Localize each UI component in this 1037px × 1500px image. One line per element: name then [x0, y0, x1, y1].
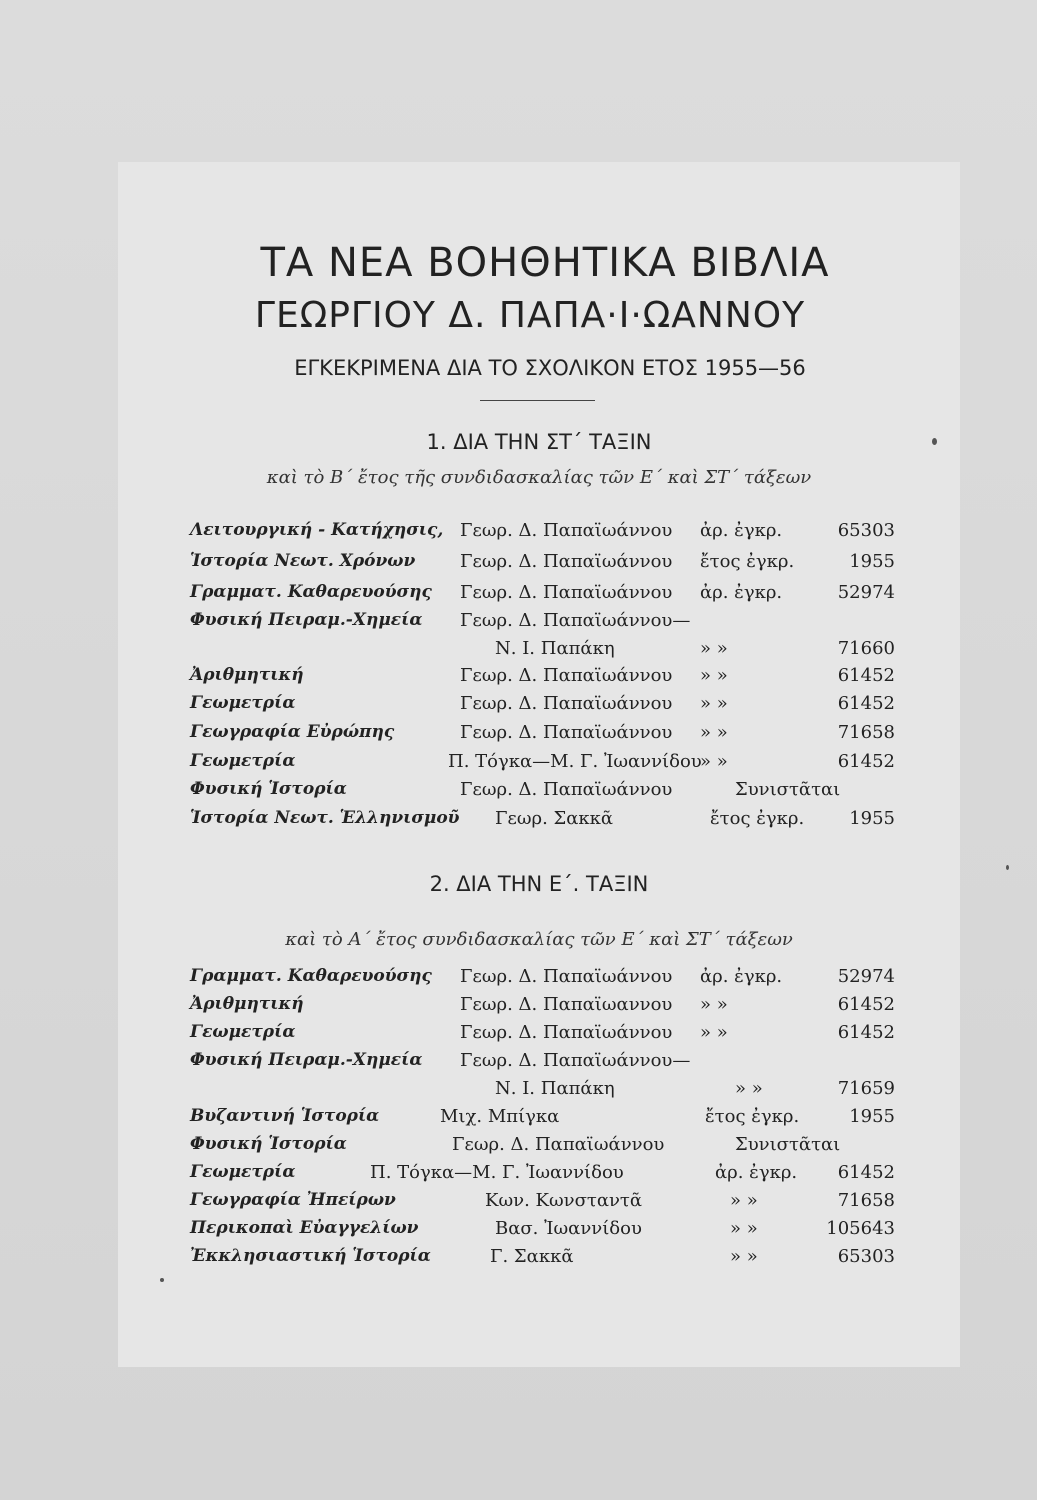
book-author: Π. Τόγκα—Μ. Γ. Ἰωαννίδου — [370, 1162, 624, 1183]
book-title: Φυσική Πειραμ.-Χημεία — [190, 1050, 423, 1070]
approval-mark: » » — [700, 1022, 728, 1043]
book-title: Γραμματ. Καθαρευούσης — [190, 966, 432, 986]
approval-number: 61452 — [837, 665, 895, 686]
approval-mark: » » — [700, 722, 728, 743]
book-title: Ἀριθμητική — [190, 665, 304, 685]
list-item — [190, 1190, 895, 1220]
book-title: Γεωμετρία — [190, 1022, 296, 1042]
approval-mark: » » — [700, 665, 728, 686]
list-item — [190, 779, 895, 809]
approval-number: 65303 — [837, 1246, 895, 1267]
book-title: Φυσική Ἱστορία — [190, 1134, 347, 1154]
print-speck — [932, 438, 937, 445]
list-item — [190, 551, 895, 581]
book-author: Γεωρ. Δ. Παπαϊωάννου — [460, 520, 673, 541]
book-title: Λειτουργική - Κατήχησις, — [190, 520, 444, 540]
section1-heading: 1. ΔΙΑ ΤΗΝ ΣΤ΄ ΤΑΞΙΝ — [426, 430, 652, 454]
approval-mark: Συνιστᾶται — [735, 1134, 841, 1155]
book-author: Γεωρ. Δ. Παπαϊωάννου — [460, 779, 673, 800]
list-item — [190, 966, 895, 996]
list-item — [190, 610, 895, 640]
approval-number: 52974 — [837, 582, 895, 603]
approval-number: 105643 — [826, 1218, 895, 1239]
approval-number: 61452 — [837, 1022, 895, 1043]
book-title: Περικοπαὶ Εὐαγγελίων — [190, 1218, 419, 1238]
book-author: Γεωρ. Δ. Παπαϊωάννου — [460, 966, 673, 987]
book-title: Γεωγραφία Ἠπείρων — [190, 1190, 396, 1210]
list-item — [190, 994, 895, 1024]
book-author: Γεωρ. Δ. Παπαϊωάννου — [460, 722, 673, 743]
print-speck — [1006, 865, 1009, 870]
book-author: Γεωρ. Δ. Παπαϊωάννου — [460, 582, 673, 603]
list-item — [190, 722, 895, 752]
book-author: Γ. Σακκᾶ — [490, 1246, 574, 1267]
book-author: Γεωρ. Δ. Παπαϊωάννου — [460, 665, 673, 686]
book-author: Κων. Κωνσταντᾶ — [485, 1190, 643, 1211]
book-title: Ἱστορία Νεωτ. Χρόνων — [190, 551, 416, 571]
list-item — [190, 1050, 895, 1080]
list-item — [190, 808, 895, 838]
list-item — [190, 1078, 895, 1108]
book-author: Μιχ. Μπίγκα — [440, 1106, 560, 1127]
approval-mark: » » — [730, 1218, 758, 1239]
book-title: Φυσική Ἱστορία — [190, 779, 347, 799]
print-speck — [160, 1278, 164, 1282]
approval-number: 71660 — [837, 638, 895, 659]
approval-mark: ἀρ. ἐγκρ. — [700, 966, 783, 987]
book-author: Γεωρ. Δ. Παπαϊωαννου — [460, 994, 673, 1015]
approval-mark: ἀρ. ἐγκρ. — [700, 582, 783, 603]
book-author: Γεωρ. Σακκᾶ — [495, 808, 614, 829]
list-item — [190, 1162, 895, 1192]
approval-number: 61452 — [837, 751, 895, 772]
list-item — [190, 665, 895, 695]
book-author: Γεωρ. Δ. Παπαϊωάννου— — [460, 1050, 691, 1071]
list-item — [190, 582, 895, 612]
approval-number: 65303 — [837, 520, 895, 541]
list-item — [190, 1218, 895, 1248]
approval-mark: » » — [700, 693, 728, 714]
page-subtitle-author: ΓΕΩΡΓΙΟΥ Δ. ΠΑΠΑ·Ι·ΩΑΝΝΟΥ — [254, 295, 806, 336]
approval-number: 71658 — [837, 722, 895, 743]
divider — [480, 400, 595, 401]
approval-number: 71659 — [837, 1078, 895, 1099]
approval-mark: » » — [735, 1078, 763, 1099]
approval-number: 61452 — [837, 693, 895, 714]
approval-number: 71658 — [837, 1190, 895, 1211]
approval-number: 61452 — [837, 994, 895, 1015]
book-title: Φυσική Πειραμ.-Χημεία — [190, 610, 423, 630]
book-author: Γεωρ. Δ. Παπαϊωάννου — [460, 693, 673, 714]
list-item — [190, 638, 895, 668]
approval-number: 61452 — [837, 1162, 895, 1183]
list-item — [190, 693, 895, 723]
approval-number: 1955 — [849, 1106, 895, 1127]
approval-number: 1955 — [849, 808, 895, 829]
book-title: Ἐκκλησιαστική Ἱστορία — [190, 1246, 431, 1266]
book-title: Γεωμετρία — [190, 693, 296, 713]
section2-note: καὶ τὸ Α΄ ἔτος συνδιδασκαλίας τῶν Ε΄ καὶ ΣΤ΄ τάξεων — [285, 929, 793, 950]
section1-note: καὶ τὸ Β΄ ἔτος τῆς συνδιδασκαλίας τῶν Ε΄ καὶ ΣΤ΄ τάξεων — [266, 467, 812, 488]
list-item — [190, 1134, 895, 1164]
approval-mark: » » — [730, 1246, 758, 1267]
list-item — [190, 1106, 895, 1136]
approval-mark: » » — [700, 638, 728, 659]
list-item — [190, 1246, 895, 1276]
approval-mark: » » — [700, 751, 728, 772]
book-author: Γεωρ. Δ. Παπαϊωάννου — [452, 1134, 665, 1155]
approval-mark: ἔτος ἐγκρ. — [700, 551, 795, 572]
book-author: Ν. Ι. Παπάκη — [495, 1078, 615, 1099]
approval-number: 52974 — [837, 966, 895, 987]
book-title: Γραμματ. Καθαρευούσης — [190, 582, 432, 602]
book-author: Π. Τόγκα—Μ. Γ. Ἰωαννίδου — [448, 751, 702, 772]
approval-mark: » » — [700, 994, 728, 1015]
book-author: Γεωρ. Δ. Παπαϊωάννου— — [460, 610, 691, 631]
book-title: Γεωμετρία — [190, 751, 296, 771]
page-title: ΤΑ ΝΕΑ ΒΟΗΘΗΤΙΚΑ ΒΙΒΛΙΑ — [260, 240, 830, 286]
approval-line: ΕΓΚΕΚΡΙΜΕΝΑ ΔΙΑ ΤΟ ΣΧΟΛΙΚΟΝ ΕΤΟΣ 1955—56 — [294, 356, 806, 380]
book-title: Ἀριθμητική — [190, 994, 304, 1014]
approval-mark: ἀρ. ἐγκρ. — [715, 1162, 798, 1183]
list-item — [190, 520, 895, 550]
book-author: Γεωρ. Δ. Παπαϊωάννου — [460, 1022, 673, 1043]
book-title: Γεωγραφία Εὐρώπης — [190, 722, 395, 742]
list-item — [190, 751, 895, 781]
approval-mark: » » — [730, 1190, 758, 1211]
approval-mark: ἔτος ἐγκρ. — [710, 808, 805, 829]
book-title: Ἱστορία Νεωτ. Ἑλληνισμοῦ — [190, 808, 460, 828]
approval-mark: ἔτος ἐγκρ. — [705, 1106, 800, 1127]
approval-mark: ἀρ. ἐγκρ. — [700, 520, 783, 541]
list-item — [190, 1022, 895, 1052]
book-author: Γεωρ. Δ. Παπαϊωάννου — [460, 551, 673, 572]
approval-mark: Συνιστᾶται — [735, 779, 841, 800]
book-author: Βασ. Ἰωαννίδου — [495, 1218, 642, 1239]
book-title: Γεωμετρία — [190, 1162, 296, 1182]
book-author: Ν. Ι. Παπάκη — [495, 638, 615, 659]
section2-heading: 2. ΔΙΑ ΤΗΝ Ε΄. ΤΑΞΙΝ — [429, 872, 649, 896]
book-title: Βυζαντινή Ἱστορία — [190, 1106, 380, 1126]
approval-number: 1955 — [849, 551, 895, 572]
